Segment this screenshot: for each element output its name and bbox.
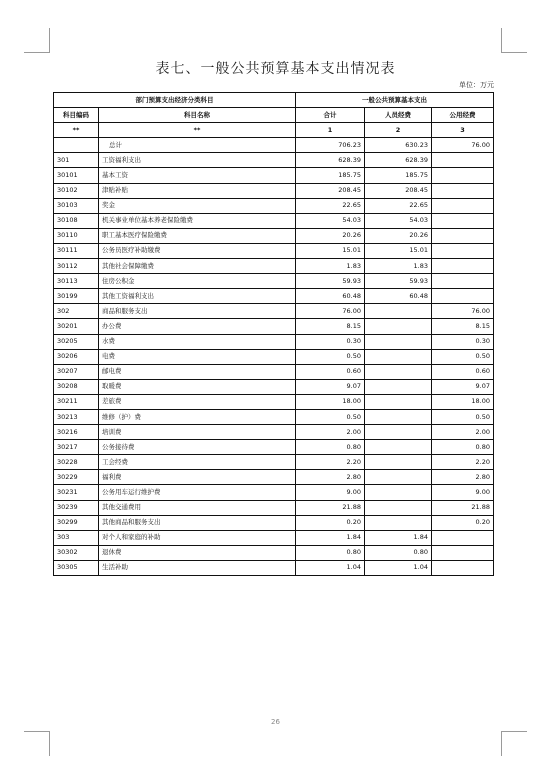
cell-total: 15.01 <box>296 243 365 258</box>
cell-personnel <box>365 409 432 424</box>
cell-name: 职工基本医疗保险缴费 <box>99 228 296 243</box>
table-row <box>54 545 494 560</box>
index-cell: ** <box>54 123 99 138</box>
cell-total: 0.50 <box>296 349 365 364</box>
cell-name: 维修（护）费 <box>99 409 296 424</box>
table-row <box>54 289 494 304</box>
cell-code: 30103 <box>54 198 99 213</box>
page-number: 26 <box>271 718 280 726</box>
cell-code: 30228 <box>54 455 99 470</box>
cell-code: 30239 <box>54 500 99 515</box>
cell-public: 0.50 <box>432 349 494 364</box>
cell-public: 8.15 <box>432 319 494 334</box>
cell-personnel <box>365 440 432 455</box>
budget-table <box>53 92 494 576</box>
cell-total: 59.93 <box>296 274 365 289</box>
col-header-personnel: 人员经费 <box>365 108 432 123</box>
cell-name: 住房公积金 <box>99 274 296 289</box>
unit-label: 单位：万元 <box>459 81 494 89</box>
cell-code <box>54 138 99 153</box>
crop-mark <box>24 731 50 732</box>
cell-public <box>432 213 494 228</box>
cell-public: 0.50 <box>432 409 494 424</box>
cell-public <box>432 198 494 213</box>
col-header-total: 合计 <box>296 108 365 123</box>
cell-personnel <box>365 349 432 364</box>
cell-name: 基本工资 <box>99 168 296 183</box>
cell-personnel <box>365 455 432 470</box>
cell-name: 取暖费 <box>99 379 296 394</box>
header-group-row <box>54 93 494 108</box>
index-row <box>54 123 494 138</box>
cell-name: 办公费 <box>99 319 296 334</box>
table-row <box>54 379 494 394</box>
cell-code: 303 <box>54 530 99 545</box>
cell-public <box>432 530 494 545</box>
cell-code: 30108 <box>54 213 99 228</box>
cell-public: 9.07 <box>432 379 494 394</box>
cell-name: 商品和服务支出 <box>99 304 296 319</box>
cell-public <box>432 560 494 575</box>
cell-name: 其他商品和服务支出 <box>99 515 296 530</box>
cell-code: 30199 <box>54 289 99 304</box>
table-row <box>54 304 494 319</box>
table-row <box>54 485 494 500</box>
cell-code: 30111 <box>54 243 99 258</box>
cell-total: 1.04 <box>296 560 365 575</box>
index-cell: 3 <box>432 123 494 138</box>
cell-public <box>432 274 494 289</box>
cell-code: 30211 <box>54 394 99 409</box>
cell-personnel: 59.93 <box>365 274 432 289</box>
cell-name: 津贴补贴 <box>99 183 296 198</box>
table-row <box>54 138 494 153</box>
cell-total: 1.84 <box>296 530 365 545</box>
crop-mark <box>501 52 527 53</box>
cell-total: 0.80 <box>296 440 365 455</box>
cell-name: 公务用车运行维护费 <box>99 485 296 500</box>
crop-mark <box>24 52 50 53</box>
cell-total: 185.75 <box>296 168 365 183</box>
crop-mark <box>501 28 502 53</box>
cell-public: 2.00 <box>432 425 494 440</box>
index-cell: ** <box>99 123 296 138</box>
cell-total: 60.48 <box>296 289 365 304</box>
cell-code: 302 <box>54 304 99 319</box>
cell-code: 30302 <box>54 545 99 560</box>
table-row <box>54 515 494 530</box>
cell-total: 8.15 <box>296 319 365 334</box>
table-row <box>54 455 494 470</box>
cell-personnel <box>365 319 432 334</box>
cell-name: 福利费 <box>99 470 296 485</box>
table-row <box>54 470 494 485</box>
cell-total: 9.07 <box>296 379 365 394</box>
cell-personnel: 1.83 <box>365 259 432 274</box>
cell-public <box>432 153 494 168</box>
cell-personnel: 208.45 <box>365 183 432 198</box>
cell-personnel: 20.26 <box>365 228 432 243</box>
cell-code: 30102 <box>54 183 99 198</box>
cell-personnel <box>365 334 432 349</box>
cell-public: 0.80 <box>432 440 494 455</box>
cell-personnel <box>365 304 432 319</box>
cell-code: 301 <box>54 153 99 168</box>
table-row <box>54 560 494 575</box>
cell-code: 30229 <box>54 470 99 485</box>
table-row <box>54 213 494 228</box>
cell-code: 30208 <box>54 379 99 394</box>
cell-total: 208.45 <box>296 183 365 198</box>
cell-personnel: 60.48 <box>365 289 432 304</box>
cell-public: 18.00 <box>432 394 494 409</box>
cell-code: 30205 <box>54 334 99 349</box>
table-row <box>54 530 494 545</box>
table-row <box>54 394 494 409</box>
col-header-name: 科目名称 <box>99 108 296 123</box>
cell-personnel: 185.75 <box>365 168 432 183</box>
col-header-public: 公用经费 <box>432 108 494 123</box>
table-title: 表七、一般公共预算基本支出情况表 <box>155 61 396 77</box>
cell-total: 22.65 <box>296 198 365 213</box>
cell-public <box>432 168 494 183</box>
cell-public <box>432 259 494 274</box>
table-row <box>54 274 494 289</box>
cell-public: 21.88 <box>432 500 494 515</box>
cell-personnel: 54.03 <box>365 213 432 228</box>
cell-personnel <box>365 485 432 500</box>
cell-name: 电费 <box>99 349 296 364</box>
cell-code: 30305 <box>54 560 99 575</box>
cell-public <box>432 289 494 304</box>
cell-total: 0.20 <box>296 515 365 530</box>
table-row <box>54 349 494 364</box>
index-cell: 1 <box>296 123 365 138</box>
cell-personnel: 1.84 <box>365 530 432 545</box>
cell-name: 公务接待费 <box>99 440 296 455</box>
cell-name: 其他工资福利支出 <box>99 289 296 304</box>
crop-mark <box>501 731 502 756</box>
cell-name: 总计 <box>99 138 296 153</box>
table-row <box>54 183 494 198</box>
cell-code: 30206 <box>54 349 99 364</box>
crop-mark <box>49 28 50 53</box>
cell-total: 54.03 <box>296 213 365 228</box>
cell-total: 2.80 <box>296 470 365 485</box>
cell-name: 机关事业单位基本养老保险缴费 <box>99 213 296 228</box>
cell-total: 0.30 <box>296 334 365 349</box>
cell-public <box>432 183 494 198</box>
cell-name: 公务员医疗补助缴费 <box>99 243 296 258</box>
cell-public: 0.20 <box>432 515 494 530</box>
cell-name: 工资福利支出 <box>99 153 296 168</box>
cell-code: 30101 <box>54 168 99 183</box>
table-row <box>54 425 494 440</box>
cell-personnel <box>365 364 432 379</box>
cell-name: 水费 <box>99 334 296 349</box>
cell-name: 退休费 <box>99 545 296 560</box>
table-body <box>54 138 494 576</box>
table-row <box>54 198 494 213</box>
cell-total: 76.00 <box>296 304 365 319</box>
cell-personnel <box>365 394 432 409</box>
cell-personnel: 15.01 <box>365 243 432 258</box>
col-header-code: 科目编码 <box>54 108 99 123</box>
cell-personnel <box>365 515 432 530</box>
table-row <box>54 228 494 243</box>
table-row <box>54 168 494 183</box>
cell-personnel <box>365 379 432 394</box>
cell-public: 2.80 <box>432 470 494 485</box>
cell-personnel: 0.80 <box>365 545 432 560</box>
cell-total: 2.00 <box>296 425 365 440</box>
cell-name: 邮电费 <box>99 364 296 379</box>
cell-personnel: 22.65 <box>365 198 432 213</box>
cell-total: 21.88 <box>296 500 365 515</box>
cell-public: 76.00 <box>432 304 494 319</box>
cell-total: 0.50 <box>296 409 365 424</box>
table-row <box>54 243 494 258</box>
cell-total: 2.20 <box>296 455 365 470</box>
table-row <box>54 409 494 424</box>
cell-name: 奖金 <box>99 198 296 213</box>
cell-total: 0.80 <box>296 545 365 560</box>
cell-personnel: 1.04 <box>365 560 432 575</box>
cell-personnel <box>365 470 432 485</box>
cell-code: 30112 <box>54 259 99 274</box>
cell-code: 30217 <box>54 440 99 455</box>
cell-name: 工会经费 <box>99 455 296 470</box>
index-cell: 2 <box>365 123 432 138</box>
cell-public: 76.00 <box>432 138 494 153</box>
group-header-right: 一般公共预算基本支出 <box>296 93 494 108</box>
cell-code: 30113 <box>54 274 99 289</box>
cell-personnel: 630.23 <box>365 138 432 153</box>
cell-code: 30231 <box>54 485 99 500</box>
header-row <box>54 108 494 123</box>
cell-code: 30216 <box>54 425 99 440</box>
cell-total: 9.00 <box>296 485 365 500</box>
cell-code: 30299 <box>54 515 99 530</box>
cell-total: 628.39 <box>296 153 365 168</box>
cell-personnel <box>365 500 432 515</box>
group-header-left: 部门预算支出经济分类科目 <box>54 93 296 108</box>
cell-total: 1.83 <box>296 259 365 274</box>
cell-public <box>432 228 494 243</box>
crop-mark <box>501 731 527 732</box>
table-row <box>54 259 494 274</box>
cell-code: 30207 <box>54 364 99 379</box>
table-row <box>54 153 494 168</box>
cell-public: 9.00 <box>432 485 494 500</box>
cell-name: 差旅费 <box>99 394 296 409</box>
cell-total: 20.26 <box>296 228 365 243</box>
crop-mark <box>49 731 50 756</box>
cell-public: 2.20 <box>432 455 494 470</box>
cell-personnel <box>365 425 432 440</box>
cell-code: 30213 <box>54 409 99 424</box>
cell-public <box>432 545 494 560</box>
table-row <box>54 440 494 455</box>
cell-name: 培训费 <box>99 425 296 440</box>
table-row <box>54 364 494 379</box>
cell-total: 18.00 <box>296 394 365 409</box>
cell-code: 30201 <box>54 319 99 334</box>
cell-name: 对个人和家庭的补助 <box>99 530 296 545</box>
cell-name: 生活补助 <box>99 560 296 575</box>
table-row <box>54 334 494 349</box>
cell-public: 0.60 <box>432 364 494 379</box>
cell-name: 其他交通费用 <box>99 500 296 515</box>
table-row <box>54 319 494 334</box>
cell-public <box>432 243 494 258</box>
cell-total: 0.60 <box>296 364 365 379</box>
cell-name: 其他社会保障缴费 <box>99 259 296 274</box>
cell-public: 0.30 <box>432 334 494 349</box>
cell-code: 30110 <box>54 228 99 243</box>
cell-personnel: 628.39 <box>365 153 432 168</box>
cell-total: 706.23 <box>296 138 365 153</box>
table-row <box>54 500 494 515</box>
